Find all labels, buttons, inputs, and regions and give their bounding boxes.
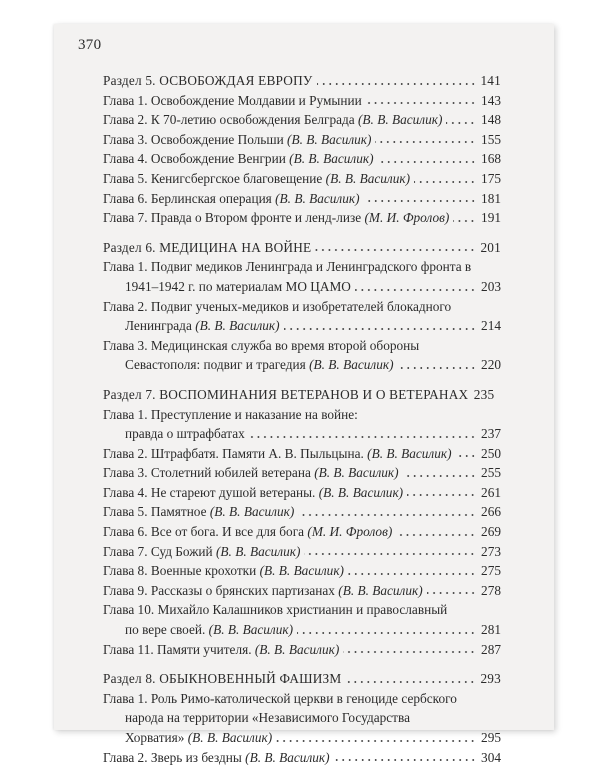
chapter-page: 269	[481, 524, 501, 540]
chapter-author: (В. В. Василик)	[259, 563, 344, 579]
chapter-page: 255	[481, 465, 501, 481]
chapter-title-cont: Хорватия»	[125, 730, 185, 745]
chapter-page: 281	[481, 622, 501, 638]
toc-entry	[103, 149, 501, 169]
toc-entry	[103, 561, 501, 581]
chapter-author: (В. В. Василик)	[187, 730, 273, 745]
chapter-title: Глава 7. Правда о Втором фронте и ленд-лизе	[103, 210, 362, 226]
chapter-title: Глава 1. Освобождение Молдавии и Румынии	[103, 92, 362, 108]
page-number: 370	[78, 37, 102, 53]
chapter-title: Глава 8. Военные крохотки	[103, 563, 257, 579]
chapter-page: 191	[481, 210, 501, 226]
toc-entry	[103, 502, 501, 522]
section-heading	[103, 71, 501, 91]
chapter-title: Глава 4. Не стареют душой ветераны.	[103, 484, 316, 500]
chapter-page: 273	[481, 543, 501, 559]
toc-entry	[103, 463, 501, 483]
chapter-page: 250	[481, 445, 501, 461]
chapter-author: (В. В. Василик)	[338, 582, 423, 598]
chapter-title: Глава 2. К 70-летию освобождения Белграда	[103, 112, 355, 128]
chapter-page: 203	[481, 278, 501, 294]
chapter-title: Глава 6. Все от бога. И все для бога	[103, 524, 305, 540]
book-page	[54, 24, 554, 765]
chapter-title-cont: по вере своей.	[125, 622, 206, 638]
section-title: Раздел 8. ОБЫКНОВЕННЫЙ ФАШИЗМ	[103, 671, 342, 687]
chapter-author: (М. И. Фролов)	[307, 524, 393, 540]
toc-entry	[103, 336, 501, 375]
toc-entry	[103, 581, 501, 601]
chapter-title: Глава 9. Рассказы о брянских партизанах	[103, 582, 335, 598]
toc-entry	[103, 189, 501, 209]
chapter-author: (В. В. Василик)	[287, 131, 372, 147]
section-heading	[103, 238, 501, 258]
toc-entry	[103, 91, 501, 111]
chapter-title-cont: 1941–1942 г. по материалам МО ЦАМО	[125, 278, 351, 294]
chapter-page: 295	[481, 730, 501, 745]
chapter-page: 168	[481, 151, 501, 167]
chapter-author: (В. В. Василик)	[245, 749, 330, 765]
chapter-title-cont: Ленинграда	[125, 318, 192, 334]
toc-entry	[103, 640, 501, 660]
section-title: Раздел 7. ВОСПОМИНАНИЯ ВЕТЕРАНОВ И О ВЕТЕРАНАХ	[103, 386, 469, 402]
toc-entry	[103, 522, 501, 542]
chapter-title: Глава 10. Михайло Калашников христианин и православный	[103, 602, 448, 618]
chapter-title-cont: народа на территории «Независимого Государства	[125, 710, 410, 726]
chapter-title: Глава 1. Преступление и наказание на войне:	[103, 406, 358, 422]
section-heading	[103, 385, 501, 405]
chapter-title: Глава 3. Медицинская служба во время второй обороны	[103, 337, 420, 353]
toc-entry	[103, 542, 501, 562]
chapter-page: 266	[481, 504, 501, 520]
toc-entry	[103, 297, 501, 336]
section-page: 235	[473, 386, 495, 402]
chapter-page: 214	[481, 318, 501, 334]
toc-entry	[103, 483, 501, 503]
chapter-title: Глава 2. Подвиг ученых-медиков и изобретателей блокадного	[103, 298, 452, 314]
toc-entry	[103, 600, 501, 639]
chapter-author: (В. В. Василик)	[289, 151, 374, 167]
chapter-page: 220	[481, 357, 501, 373]
chapter-title: Глава 2. Зверь из бездны	[103, 749, 242, 765]
chapter-title: Глава 1. Подвиг медиков Ленинграда и Ленинградского фронта в	[103, 259, 472, 275]
toc-entry	[103, 444, 501, 464]
chapter-title-cont: правда о штрафбатах	[125, 426, 245, 442]
section-heading	[103, 669, 501, 689]
section-title: Раздел 6. МЕДИЦИНА НА ВОЙНЕ	[103, 239, 312, 255]
chapter-author: (В. В. Василик)	[275, 190, 360, 206]
toc-entry	[103, 405, 501, 444]
chapter-title: Глава 4. Освобождение Венгрии	[103, 151, 286, 167]
chapter-page: 275	[481, 563, 501, 579]
chapter-title: Глава 3. Столетний юбилей ветерана	[103, 465, 311, 481]
chapter-title: Глава 2. Штрафбатя. Памяти А. В. Пыльцына.	[103, 445, 364, 461]
chapter-page: 278	[481, 582, 501, 598]
chapter-page: 237	[481, 426, 501, 442]
chapter-title: Глава 1. Роль Римо-католической церкви в геноциде сербского	[103, 690, 457, 706]
chapter-title: Глава 7. Суд Божий	[103, 543, 213, 559]
chapter-author: (В. В. Василик)	[208, 622, 294, 638]
chapter-page: 181	[481, 190, 501, 206]
chapter-page: 155	[481, 131, 501, 147]
chapter-author: (М. И. Фролов)	[364, 210, 450, 226]
section-page: 201	[480, 239, 501, 255]
chapter-author: (В. В. Василик)	[358, 112, 443, 128]
chapter-title: Глава 5. Кенигсбергское благовещение	[103, 170, 323, 186]
chapter-title-cont: Севастополя: подвиг и трагедия	[125, 357, 306, 373]
toc-entry	[103, 748, 501, 767]
chapter-page: 304	[481, 749, 501, 765]
section-page: 141	[480, 73, 501, 88]
toc-entry	[103, 130, 501, 150]
chapter-author: (В. В. Василик)	[314, 465, 399, 481]
chapter-page: 143	[481, 92, 501, 108]
section-title: Раздел 5. ОСВОБОЖДАЯ ЕВРОПУ	[103, 73, 313, 88]
chapter-page: 287	[481, 641, 501, 657]
chapter-title: Глава 11. Памяти учителя.	[103, 641, 252, 657]
table-of-contents	[103, 71, 501, 767]
chapter-page: 261	[481, 484, 501, 500]
chapter-page: 175	[481, 170, 501, 186]
toc-entry	[103, 208, 501, 228]
toc-entry	[103, 689, 501, 748]
chapter-author: (В. В. Василик)	[309, 357, 394, 373]
chapter-title: Глава 5. Памятное	[103, 504, 207, 520]
chapter-author: (В. В. Василик)	[195, 318, 280, 334]
chapter-title: Глава 3. Освобождение Польши	[103, 131, 284, 147]
section-page: 293	[480, 671, 501, 687]
chapter-author: (В. В. Василик)	[367, 445, 452, 461]
chapter-author: (В. В. Василик)	[209, 504, 295, 520]
chapter-author: (В. В. Василик)	[325, 170, 411, 186]
chapter-author: (В. В. Василик)	[318, 484, 404, 500]
chapter-title: Глава 6. Берлинская операция	[103, 190, 272, 206]
chapter-author: (В. В. Василик)	[254, 641, 340, 657]
toc-entry	[103, 110, 501, 130]
toc-entry	[103, 257, 501, 296]
chapter-author: (В. В. Василик)	[216, 543, 301, 559]
toc-entry	[103, 169, 501, 189]
chapter-page: 148	[481, 112, 501, 128]
